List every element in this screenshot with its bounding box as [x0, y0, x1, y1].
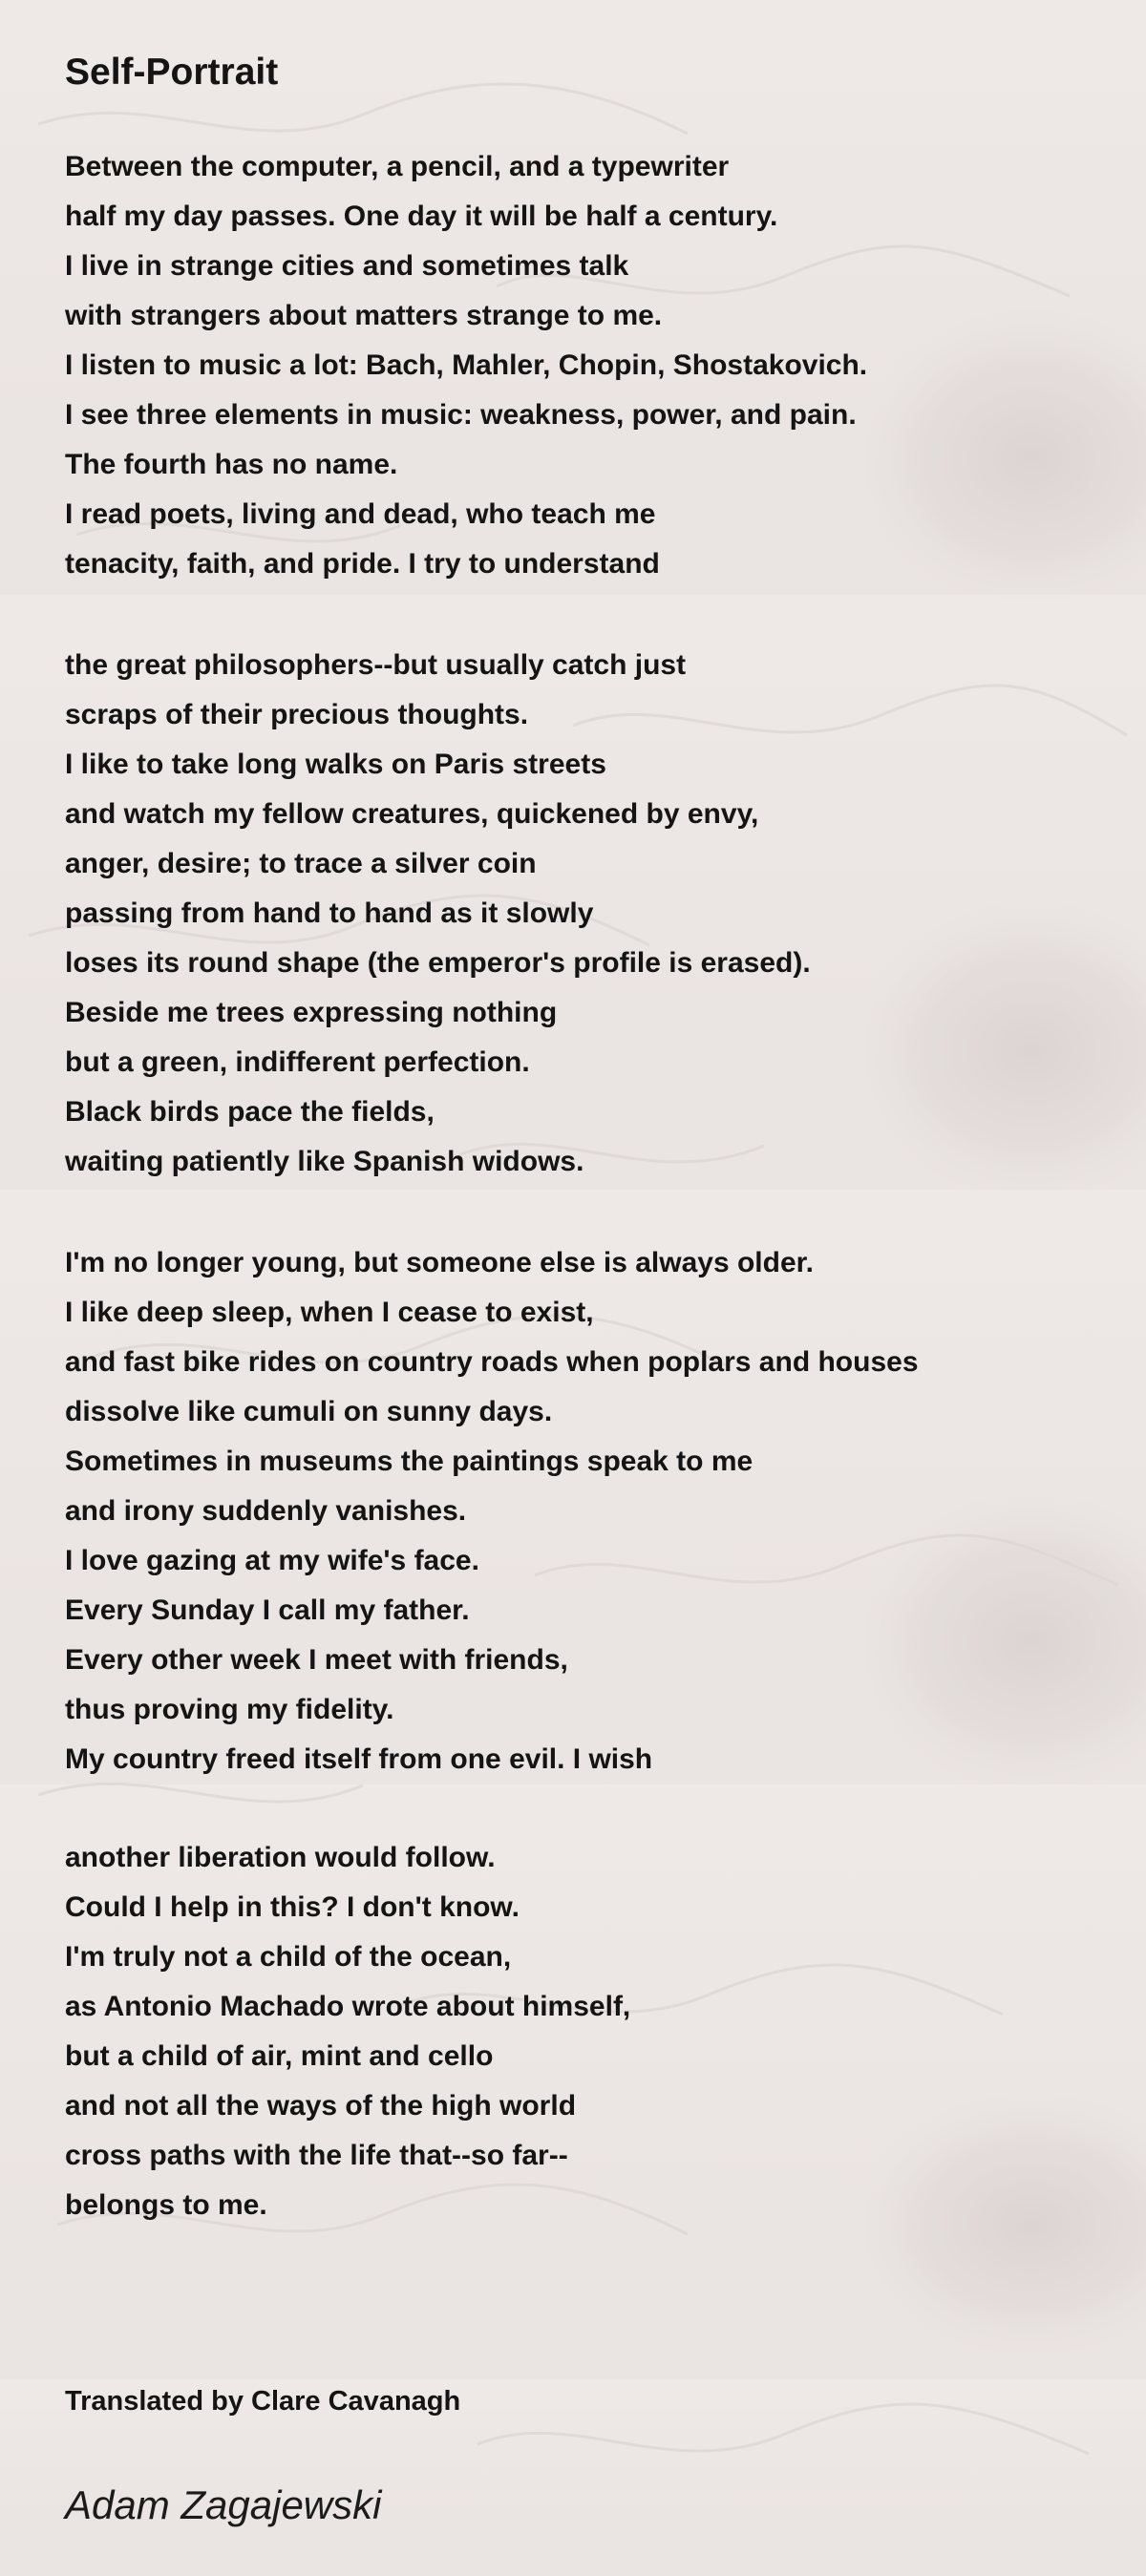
stanza-2 [65, 641, 1115, 1187]
poem-line: half my day passes. One day it will be half a century. [65, 201, 778, 232]
poem-line: waiting patiently like Spanish widows. [65, 1146, 584, 1177]
poem-line: with strangers about matters strange to me. [65, 300, 663, 331]
poem-line: I like deep sleep, when I cease to exist, [65, 1297, 594, 1328]
poem-line: Every other week I meet with friends, [65, 1644, 568, 1676]
poem-line: Every Sunday I call my father. [65, 1594, 470, 1626]
poem-line: I'm no longer young, but someone else is always older. [65, 1247, 814, 1278]
poem-line: Could I help in this? I don't know. [65, 1891, 520, 1923]
stanza-1 [65, 142, 1115, 589]
poem-line: scraps of their precious thoughts. [65, 699, 529, 730]
stanza-3 [65, 1238, 1115, 1784]
poem-line: My country freed itself from one evil. I wish [65, 1743, 653, 1775]
poem-line: anger, desire; to trace a silver coin [65, 848, 537, 879]
poem-line: and fast bike rides on country roads when poplars and houses [65, 1346, 919, 1378]
poem-line: belongs to me. [65, 2189, 267, 2221]
poem-line: I read poets, living and dead, who teach me [65, 498, 656, 530]
poem-title: Self-Portrait [65, 52, 279, 93]
poem-line: Between the computer, a pencil, and a typewriter [65, 151, 730, 182]
poem-line: I live in strange cities and sometimes talk [65, 250, 629, 282]
poem-line: dissolve like cumuli on sunny days. [65, 1396, 553, 1427]
poem-line: The fourth has no name. [65, 449, 398, 480]
poem-line: Black birds pace the fields, [65, 1096, 435, 1128]
translator-credit: Translated by Clare Cavanagh [65, 2386, 461, 2417]
poem-line: I like to take long walks on Paris streets [65, 749, 606, 780]
stanza-4 [65, 1833, 1115, 2230]
poem-line: loses its round shape (the emperor's profile is erased). [65, 947, 811, 979]
poem-line: but a green, indifferent perfection. [65, 1046, 530, 1078]
poem-line: as Antonio Machado wrote about himself, [65, 1991, 631, 2022]
poem-line: cross paths with the life that--so far-- [65, 2140, 568, 2171]
poem-line: I see three elements in music: weakness, power, and pain. [65, 399, 857, 431]
poem-line: passing from hand to hand as it slowly [65, 897, 594, 929]
poem-line: I listen to music a lot: Bach, Mahler, Chopin, Shostakovich. [65, 349, 868, 381]
poem-line: and watch my fellow creatures, quickened by envy, [65, 798, 759, 830]
poem-line: thus proving my fidelity. [65, 1694, 394, 1725]
author-signature: Adam Zagajewski [65, 2482, 382, 2527]
poem-line: tenacity, faith, and pride. I try to understand [65, 548, 660, 580]
poem-line: and irony suddenly vanishes. [65, 1495, 467, 1527]
poem-line: and not all the ways of the high world [65, 2090, 577, 2122]
poem-line: Beside me trees expressing nothing [65, 997, 558, 1028]
poem-line: I'm truly not a child of the ocean, [65, 1941, 512, 1973]
poem-line: I love gazing at my wife's face. [65, 1545, 479, 1576]
poem-line: the great philosophers--but usually catch just [65, 649, 687, 681]
poem-line: another liberation would follow. [65, 1842, 496, 1873]
poem-line: Sometimes in museums the paintings speak to me [65, 1446, 753, 1477]
poem-line: but a child of air, mint and cello [65, 2040, 494, 2072]
